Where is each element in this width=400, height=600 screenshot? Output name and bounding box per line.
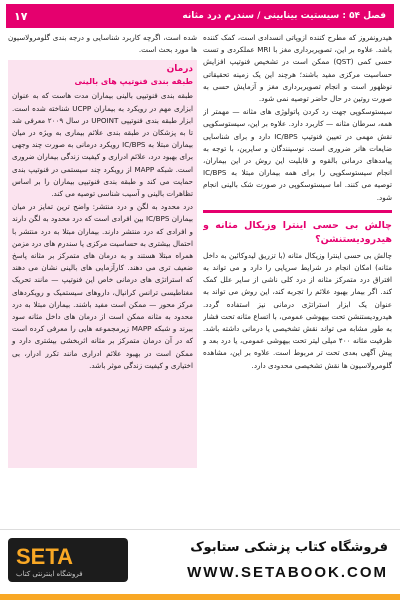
box-title: درمان bbox=[166, 64, 193, 75]
footer-stripe bbox=[0, 594, 400, 600]
page-number: ۱۷ bbox=[14, 9, 28, 23]
chapter-header bbox=[6, 4, 394, 28]
paragraph: شده است، اگرچه کاربرد شناسایی و درجه بندی گلومرولاسیون ها مورد بحث است. bbox=[8, 33, 197, 55]
logo-subtitle: فروشگاه اینترنتی کتاب bbox=[16, 570, 83, 578]
paragraph: چالش بی حسی اینترا وزیکال مثانه (با تزریق لیدوکائین به داخل مثانه) امکان انجام در شرایط سرپایی را دارد و می تواند به افتراق درد متمرکز مثانه از درد کلی ناشی از سایر علل کمک کند. اگر بیمار بهبود علائم را تجربه کند، این روش می تواند به عنوان یک ابزار استراتژی درمانی نیز استفاده گردد. هیدرودیستنشن تحت بیهوشی عمومی، با اتساع مثانه تحت فشار به طور مشابه می تواند نقش تشخیصی یا درمانی داشته باشد. ظرفیت مثانه ۴۰۰ میلی لیتر تحت بیهوشی عمومی، یا درد بعد و پیش آگهی بعدی تحت تر مربوط است. علاوه بر این، مشاهده گلومرولاسیون ها نقش تشخیصی محدودی دارد. bbox=[203, 250, 392, 370]
chapter-title: فصل ۵۴ : سیستیت بینابینی / سندرم درد مثانه bbox=[182, 11, 386, 21]
paragraph: طبقه بندی فنوتیپی بالینی بیماران مدت هاست که به عنوان ابزاری مهم در رویکرد به بیماران UCPP شناخته شده است. ابزار طبقه بندی فنوتیپی UPOINT در سال ۲۰۰۹ معرفی شد تا به پزشکان در طبقه بندی علائم بیماری به ویژه در میان بیماران مبتلا به IC/BPS رویکرد درمانی به صورت چند وجهی برای بهبود درد، علائم ادراری و کیفیت زندگی بیماران ضروری است. شبکه MAPP از رویکرد چند سیستمی در فنوتیپ بندی حمایت می کند و طبقه بندی فنوتیپی بیماران را بر اساس تظاهرات بالینی و آسیب شناسی توصیه می کند. bbox=[12, 91, 194, 199]
box-subtitle: طبقه بندی فنوتیپ های بالینی bbox=[74, 77, 193, 87]
publisher-footer bbox=[0, 529, 400, 600]
logo-text: SETA bbox=[16, 544, 74, 569]
section-title: چالش بی حسی اینترا وزیکال مثانه و هیدرودیستنشن؟ bbox=[203, 219, 392, 245]
text-columns bbox=[8, 32, 392, 522]
store-name: فروشگاه کتاب پزشکی ستابوک bbox=[190, 540, 388, 555]
paragraph: هیدرونفروز که مطرح کننده ازوپاتی انسدادی است، کمک کننده باشد. علاوه بر این، تصویربرداری مغز با MRI عملکردی و تست حسی کمی (QST) ممکن است در تشخیص فنوتیپ افزایش حساسیت مرکزی مفید باشند؛ هرچند این یک زمینه تحقیقاتی نوظهور است و انجام تصویربرداری مغز و آزمایش حسی به صورت روتین در حال حاضر توصیه نمی شود. bbox=[203, 33, 392, 104]
paragraph: سیستوسکوپی جهت رد کردن پاتولوژی های مثانه — مهمتر از همه، سرطان مثانه — کاربرد دارد. علاوه بر این، سیستوسکوپی نقش مهمی در تعیین فنوتیپ IC/BPS دارد و برای شناسایی ضایعات هانر ضروری است. نوسینندگان و سایرین، با توجه به پیامدهای درمانی بالقوه و قابلیت این روش در این بیماران، انجام سیستوسکوپی را برای همه بیماران مبتلا به IC/BPS توصیه می کنند. اما سیستوسکوپی در صورت شک بالینی انجام شود. bbox=[203, 107, 392, 202]
right-column bbox=[203, 32, 392, 522]
paragraph: درد محدود به لگن و درد منتشر: واضح ترین تمایز در میان بیماران IC/BPS بین افرادی است که درد محدود به لگن دارند و افرادی که درد منتشر دارند. بیماران مبتلا به درد منتشر با احتمال بیشتری به حساسیت مرکزی یا سندرم های درد مزمن همراه مبتلا هستند و به درمان های متمرکز بر مثانه پاسخ ضعیف تری می دهند. کارآزمایی های بالینی نشان می دهند که استراتژی های درمانی خاص این فنوتیپ — مانند تحریک مغناطیسی ترانس کرانیال، داروهای سیستمیک و رویکردهای مرکز محور — ممکن است مفید باشند. بیماران مبتلا به درد محدود به مثانه ممکن است از درمان های داخل مثانه سود ببرند و شبکه MAPP زیرمجموعه هایی را معرفی کرده است که در آن درمان متمرکز بر مثانه اثربخشی بیشتری دارد و ممکن است در بهبود علائم ادراری مانند تکرر ادرار، بی اختیاری و کیفیت زندگی موثر باشد. bbox=[12, 202, 194, 370]
setabook-logo[interactable] bbox=[8, 538, 128, 582]
left-column bbox=[8, 32, 197, 522]
section-divider bbox=[203, 210, 392, 213]
website-link[interactable]: WWW.SETABOOK.COM bbox=[187, 564, 388, 581]
treatment-box bbox=[8, 60, 197, 468]
